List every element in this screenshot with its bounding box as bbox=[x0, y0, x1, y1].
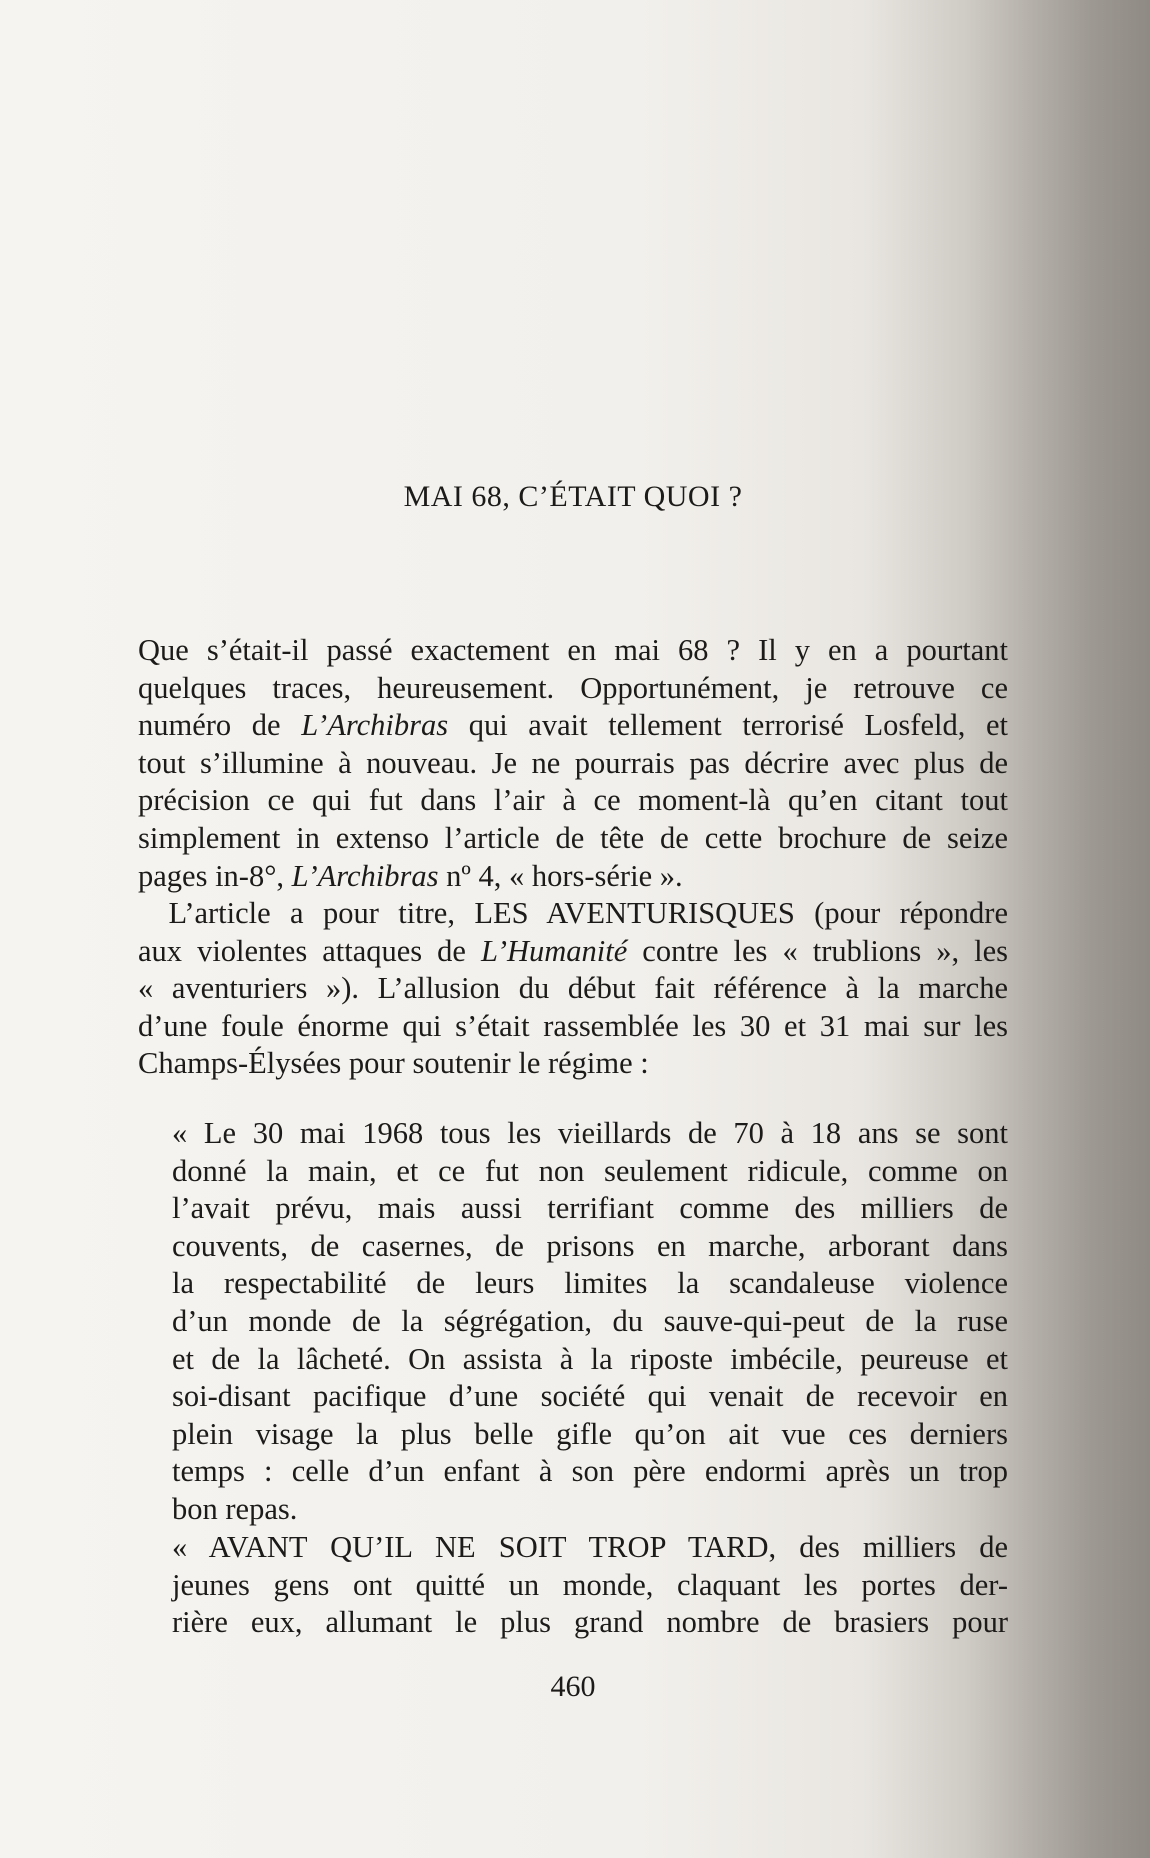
text-line: Que s’était-il passé exactement en mai 68 ? Il y en a pourtant bbox=[138, 633, 1008, 667]
text-line: temps : celle d’un enfant à son père endormi après un trop bbox=[172, 1454, 1008, 1489]
text-line: Champs-Élysées pour soutenir le régime : bbox=[138, 1046, 649, 1081]
text-run: numéro de bbox=[138, 708, 302, 743]
text-line: quelques traces, heureusement. Opportunément, je retrouve ce bbox=[138, 670, 1008, 705]
text-line: « aventuriers »). L’allusion du début fait référence à la marche bbox=[138, 971, 1008, 1006]
text-line bbox=[138, 707, 1008, 745]
page-number: 460 bbox=[550, 1670, 596, 1703]
text-line: « Le 30 mai 1968 tous les vieillards de 70 à 18 ans se sont bbox=[172, 1116, 1008, 1150]
text-line bbox=[138, 858, 1008, 896]
paragraph bbox=[138, 895, 1008, 1083]
show-through-text bbox=[150, 140, 1010, 178]
text-line: L’article a pour titre, LES AVENTURISQUES (pour répondre bbox=[138, 896, 1008, 930]
text-line: précision ce qui fut dans l’air à ce moment-là qu’en citant tout bbox=[138, 783, 1008, 818]
block-quote bbox=[172, 1115, 1008, 1529]
italic-title: L’Humanité bbox=[481, 933, 628, 968]
text-line: couvents, de casernes, de prisons en marche, arborant dans bbox=[172, 1228, 1008, 1263]
text-line: plein visage la plus belle gifle qu’on ait vue ces derniers bbox=[172, 1416, 1008, 1451]
italic-title: L’Archibras bbox=[291, 858, 439, 893]
paragraph bbox=[138, 632, 1008, 895]
text-line: rière eux, allumant le plus grand nombre de brasiers pour bbox=[172, 1605, 1008, 1640]
text-line: bon repas. bbox=[172, 1491, 298, 1526]
text-line: donné la main, et ce fut non seulement ridicule, comme on bbox=[172, 1153, 1008, 1188]
text-run: nº 4, « hors-série ». bbox=[438, 858, 683, 893]
text-line: « AVANT QU’IL NE SOIT TROP TARD, des milliers de bbox=[172, 1530, 1008, 1564]
text-run: qui avait tellement terrorisé Losfeld, et bbox=[448, 708, 1008, 743]
text-line: jeunes gens ont quitté un monde, claquant les portes der- bbox=[172, 1567, 1008, 1602]
text-run: pages in-8°, bbox=[138, 858, 292, 893]
text-line: simplement in extenso l’article de tête de cette brochure de seize bbox=[138, 820, 1008, 855]
text-run: aux violentes attaques de bbox=[138, 933, 481, 968]
text-line: d’une foule énorme qui s’était rassemblée les 30 et 31 mai sur les bbox=[138, 1008, 1008, 1043]
italic-title: L’Archibras bbox=[301, 708, 449, 743]
text-line: l’avait prévu, mais aussi terrifiant comme des milliers de bbox=[172, 1191, 1008, 1226]
text-line: la respectabilité de leurs limites la scandaleuse violence bbox=[172, 1266, 1008, 1301]
block-quote bbox=[172, 1529, 1008, 1642]
text-line: tout s’illumine à nouveau. Je ne pourrais pas décrire avec plus de bbox=[138, 745, 1008, 780]
text-line: soi-disant pacifique d’une société qui venait de recevoir en bbox=[172, 1379, 1008, 1414]
text-run: contre les « trublions », les bbox=[627, 933, 1008, 968]
text-line bbox=[138, 933, 1008, 971]
text-line: et de la lâcheté. On assista à la riposte imbécile, peureuse et bbox=[172, 1341, 1008, 1376]
text-line: d’un monde de la ségrégation, du sauve-qui-peut de la ruse bbox=[172, 1303, 1008, 1338]
chapter-title: MAI 68, C’ÉTAIT QUOI ? bbox=[403, 480, 743, 513]
